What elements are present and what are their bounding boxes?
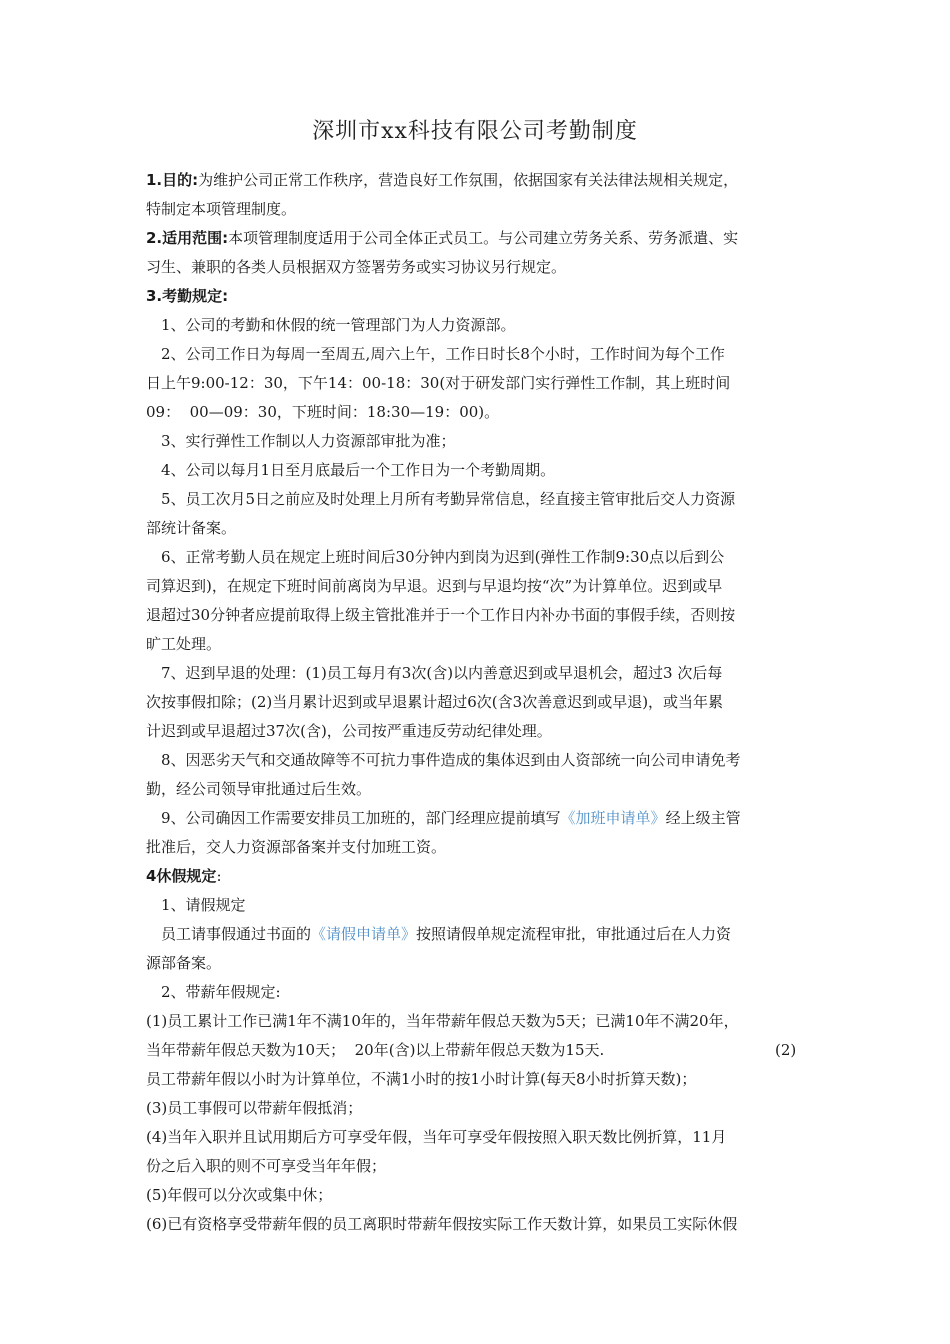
rule-9-text: 9、公司确因工作需要安排员工加班的，部门经理应提前填写 [161,809,561,827]
annual-leave-line-1: (1)员工累计工作已满1年不满10年的，当年带薪年假总天数为5天；已满10年不满20年， [146,1012,739,1030]
document-title: 深圳市xx科技有限公司考勤制度 [312,119,638,144]
rule-4: 4、公司以每月1日至月底最后一个工作日为一个考勤周期。 [161,461,556,479]
scope-paragraph [146,228,738,248]
rule-2-line-3: 09： 00—09：30，下班时间：18:30—19：00)。 [146,403,500,421]
leave-heading-colon: : [216,867,222,885]
scope-text-cont: 习生、兼职的各类人员根据双方签署劳务或实习协议另行规定。 [146,258,567,276]
rule-8-line-2: 勤，经公司领导审批通过后生效。 [146,780,372,798]
rule-7-line-3: 计迟到或早退超过37次(含)，公司按严重违反劳动纪律处理。 [146,722,552,740]
rule-2-line-2: 日上午9:00-12：30，下午14：00-18：30(对于研发部门实行弹性工作制，其上班时间 [146,374,731,392]
rule-6-line-1: 6、正常考勤人员在规定上班时间后30分钟内到岗为迟到(弹性工作制9:30点以后到公 [161,548,725,566]
rule-9-line-1 [161,808,741,828]
rule-2-line-1: 2、公司工作日为每周一至周五,周六上午，工作日时长8个小时，工作时间为每个工作 [161,345,725,363]
rule-5-line-2: 部统计备案。 [146,519,237,537]
rule-5-line-1: 5、员工次月5日之前应及时处理上月所有考勤异常信息，经直接主管审批后交人力资源 [161,490,736,508]
purpose-heading: 1.目的: [146,171,199,189]
leave-request-text: 员工请事假通过书面的 [161,925,312,943]
purpose-text: 为维护公司正常工作秩序，营造良好工作氛围，依据国家有关法律法规相关规定， [198,171,739,189]
rule-9-line-2: 批准后，交人力资源部备案并支付加班工资。 [146,838,447,856]
purpose-paragraph [146,170,738,190]
scope-heading: 2.适用范围: [146,229,229,247]
rule-7-line-1: 7、迟到早退的处理：(1)员工每月有3次(含)以内善意迟到或早退机会，超过3 次后每 [161,664,723,682]
leave-request-line-1 [161,924,731,944]
annual-leave-line-6: 份之后入职的则不可享受当年年假； [146,1157,387,1175]
annual-leave-subheading: 2、带薪年假规定: [161,983,281,1001]
rule-6-line-3: 退超过30分钟者应提前取得上级主管批准并于一个工作日内补办书面的事假手续，否则按 [146,606,736,624]
purpose-text-cont: 特制定本项管理制度。 [146,200,297,218]
rule-3: 3、实行弹性工作制以人力资源部审批为准； [161,432,456,450]
leave-heading: 4休假规定 [146,867,217,885]
leave-form-link[interactable]: 《请假申请单》 [311,925,417,943]
annual-leave-line-7: (5)年假可以分次或集中休； [146,1186,333,1204]
annual-leave-line-8: (6)已有资格享受带薪年假的员工离职时带薪年假按实际工作天数计算，如果员工实际休假 [146,1215,738,1233]
rule-9-text-post: 经上级主管 [665,809,741,827]
attendance-heading: 3.考勤规定: [146,287,229,305]
annual-leave-marker-2: (2) [775,1041,797,1059]
scope-text: 本项管理制度适用于公司全体正式员工。与公司建立劳务关系、劳务派遣、实 [228,229,739,247]
overtime-form-link[interactable]: 《加班申请单》 [560,809,666,827]
annual-leave-line-5: (4)当年入职并且试用期后方可享受年假，当年可享受年假按照入职天数比例折算，11月 [146,1128,727,1146]
rule-7-line-2: 次按事假扣除；(2)当月累计迟到或早退累计超过6次(含3次善意迟到或早退)，或当年累 [146,693,724,711]
rule-8-line-1: 8、因恶劣天气和交通故障等不可抗力事件造成的集体迟到由人资部统一向公司申请免考 [161,751,741,769]
rule-6-line-4: 旷工处理。 [146,635,222,653]
leave-request-line-2: 源部备案。 [146,954,222,972]
annual-leave-line-3: 员工带薪年假以小时为计算单位，不满1小时的按1小时计算(每天8小时折算天数)； [146,1070,697,1088]
leave-heading-line [146,866,222,886]
leave-request-subheading: 1、请假规定 [161,896,246,914]
annual-leave-line-4: (3)员工事假可以带薪年假抵消； [146,1099,363,1117]
rule-1: 1、公司的考勤和休假的统一管理部门为人力资源部。 [161,316,516,334]
leave-request-text-post: 按照请假单规定流程审批，审批通过后在人力资 [416,925,732,943]
annual-leave-line-2: 当年带薪年假总天数为10天； 20年(含)以上带薪年假总天数为15天. [146,1041,605,1059]
rule-6-line-2: 司算迟到)，在规定下班时间前离岗为早退。迟到与早退均按“次”为计算单位。迟到或早 [146,577,723,595]
